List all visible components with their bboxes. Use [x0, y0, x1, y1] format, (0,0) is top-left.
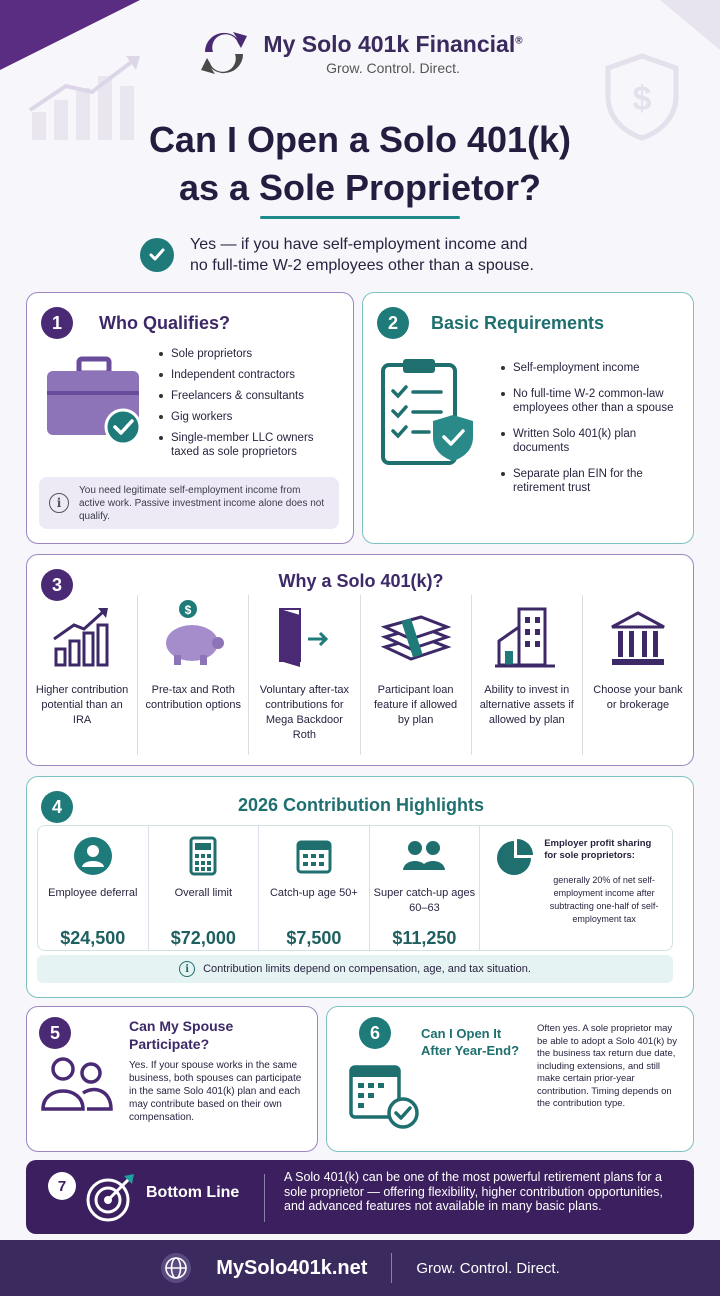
title-line-2: After Year-End?	[421, 1043, 520, 1058]
open-after-year-end-card	[326, 1006, 694, 1152]
benefit-item	[249, 595, 360, 755]
answer-line-1: Yes — if you have self-employment income and	[190, 236, 528, 253]
contribution-label: Super catch-up ages 60–63	[373, 887, 476, 914]
qualifies-list	[159, 347, 343, 466]
profit-sharing-text: generally 20% of net self-employment income after subtracting one-half of self-employment tax	[549, 875, 659, 924]
contribution-table	[37, 825, 673, 951]
contribution-value: $11,250	[392, 928, 457, 948]
title-line-1: Can I Open a Solo 401(k)	[148, 119, 572, 160]
section-number: 7	[48, 1172, 76, 1200]
list-item: Independent contractors	[159, 368, 343, 382]
section-number: 4	[41, 791, 73, 823]
svg-text:$: $	[184, 603, 192, 617]
contribution-item	[259, 826, 370, 950]
list-item: Freelancers & consultants	[159, 389, 343, 403]
contribution-value: $72,000	[170, 928, 236, 948]
footer	[0, 1240, 720, 1296]
contribution-item	[370, 826, 481, 950]
clipboard-checklist-icon	[379, 355, 479, 473]
pie-chart-icon	[494, 838, 534, 878]
title-line-2: as a Sole Proprietor?	[178, 167, 542, 208]
note-text: Contribution limits depend on compensation, age, and tax situation.	[203, 963, 531, 975]
footer-tagline: Grow. Control. Direct.	[416, 1259, 560, 1277]
note-text: You need legitimate self-employment income from active work. Passive investment income alone does not qualify.	[79, 484, 325, 522]
card-title: Why a Solo 401(k)?	[278, 571, 444, 591]
title-line-1: Can I Open It	[421, 1026, 502, 1041]
bottom-line-title: Bottom Line	[146, 1184, 240, 1201]
contribution-label: Overall limit	[174, 887, 233, 899]
title-line-2: Participate?	[129, 1036, 210, 1052]
contribution-note	[37, 955, 673, 983]
svg-text:$: $	[632, 80, 652, 118]
contribution-item	[149, 826, 260, 950]
brand-text	[263, 31, 522, 76]
bank-icon	[608, 609, 668, 669]
target-arrow-icon	[84, 1172, 136, 1224]
bottom-line-text: A Solo 401(k) can be one of the most powerful retirement plans for a sole proprietor — offering flexibility, higher contribution opportunities, and advanced features not available in many basic plans.	[284, 1170, 663, 1213]
brand-header	[0, 26, 720, 80]
checkmark-icon	[140, 238, 174, 272]
spouse-participate-card	[26, 1006, 318, 1152]
info-icon: i	[179, 961, 195, 977]
benefit-item	[472, 595, 583, 755]
list-item: Single-member LLC owners taxed as sole proprietors	[159, 431, 343, 459]
section-number: 2	[377, 307, 409, 339]
contribution-value: $7,500	[286, 928, 342, 948]
section-number: 6	[359, 1017, 391, 1049]
people-icon	[400, 836, 448, 876]
basic-requirements-card	[362, 292, 694, 544]
list-item: Separate plan EIN for the retirement trust	[501, 467, 681, 495]
profit-sharing-title: Employer profit sharing for sole proprietors:	[544, 838, 652, 861]
answer-banner	[140, 234, 600, 276]
benefit-item	[361, 595, 472, 755]
card-title	[421, 1025, 519, 1059]
section-number: 3	[41, 569, 73, 601]
card-title: 2026 Contribution Highlights	[238, 795, 484, 815]
couple-icon	[39, 1055, 115, 1113]
calendar-icon	[294, 836, 334, 876]
bar-chart-arrow-icon	[50, 605, 114, 669]
money-stack-icon	[381, 613, 451, 669]
list-item: Self-employment income	[501, 361, 681, 375]
info-icon: i	[49, 493, 69, 513]
answer-text	[190, 234, 534, 276]
person-icon	[73, 836, 113, 876]
bottom-line-banner	[26, 1160, 694, 1234]
benefit-text: Pre-tax and Roth contribution options	[145, 684, 241, 711]
benefit-text: Ability to invest in alternative assets if allowed by plan	[479, 684, 574, 726]
page-title	[0, 116, 720, 212]
brand-tagline: Grow. Control. Direct.	[326, 59, 460, 76]
section-number: 1	[41, 307, 73, 339]
section-number: 5	[39, 1017, 71, 1049]
benefit-text: Participant loan feature if allowed by plan	[374, 684, 458, 726]
benefit-item	[27, 595, 138, 755]
benefit-item	[583, 595, 693, 755]
qualifies-note	[39, 477, 339, 529]
contribution-label: Employee deferral	[48, 887, 138, 899]
divider	[264, 1174, 265, 1222]
building-icon	[495, 605, 559, 669]
profit-sharing-text-block	[544, 838, 664, 926]
contribution-highlights-card	[26, 776, 694, 998]
piggy-bank-icon	[158, 599, 228, 669]
card-title: Basic Requirements	[431, 313, 605, 333]
calculator-icon	[183, 836, 223, 876]
why-solo-401k-card	[26, 554, 694, 766]
year-end-text: Often yes. A sole proprietor may be able to adopt a Solo 401(k) by the business tax return due date, including extensions, and still make certain prior-year contribution. Timing depends on the contribution type.	[537, 1023, 677, 1109]
door-arrow-icon	[274, 603, 334, 669]
globe-icon	[160, 1252, 192, 1284]
list-item: No full-time W-2 common-law employees other than a spouse	[501, 387, 681, 415]
benefit-item	[138, 595, 249, 755]
title-underline	[260, 216, 460, 219]
footer-website-link[interactable]: MySolo401k.net	[216, 1256, 368, 1279]
benefit-text: Choose your bank or brokerage	[593, 684, 683, 711]
requirements-list	[501, 361, 681, 502]
logo-arrows-icon	[197, 26, 251, 80]
card-title	[129, 1017, 233, 1053]
list-item: Written Solo 401(k) plan documents	[501, 427, 681, 455]
contribution-label: Catch-up age 50+	[269, 887, 358, 899]
who-qualifies-card	[26, 292, 354, 544]
profit-sharing-item	[480, 826, 672, 950]
why-benefits-grid	[27, 595, 693, 755]
answer-line-2: no full-time W-2 employees other than a spouse.	[190, 257, 534, 274]
contribution-item	[38, 826, 149, 950]
contribution-value: $24,500	[60, 928, 126, 948]
card-title: Who Qualifies?	[99, 313, 231, 333]
calendar-check-icon	[347, 1061, 423, 1131]
briefcase-icon	[43, 355, 153, 447]
benefit-text: Voluntary after-tax contributions for Mega Backdoor Roth	[259, 684, 350, 741]
title-line-1: Can My Spouse	[129, 1018, 234, 1034]
spouse-text: Yes. If your spouse works in the same business, both spouses can participate in the same Solo 401(k) plan and each may contribute based on their own compensation.	[129, 1060, 302, 1123]
list-item: Gig workers	[159, 410, 343, 424]
benefit-text: Higher contribution potential than an IRA	[35, 684, 129, 726]
brand-name: My Solo 401k Financial®	[263, 30, 523, 57]
list-item: Sole proprietors	[159, 347, 343, 361]
divider	[391, 1253, 392, 1283]
